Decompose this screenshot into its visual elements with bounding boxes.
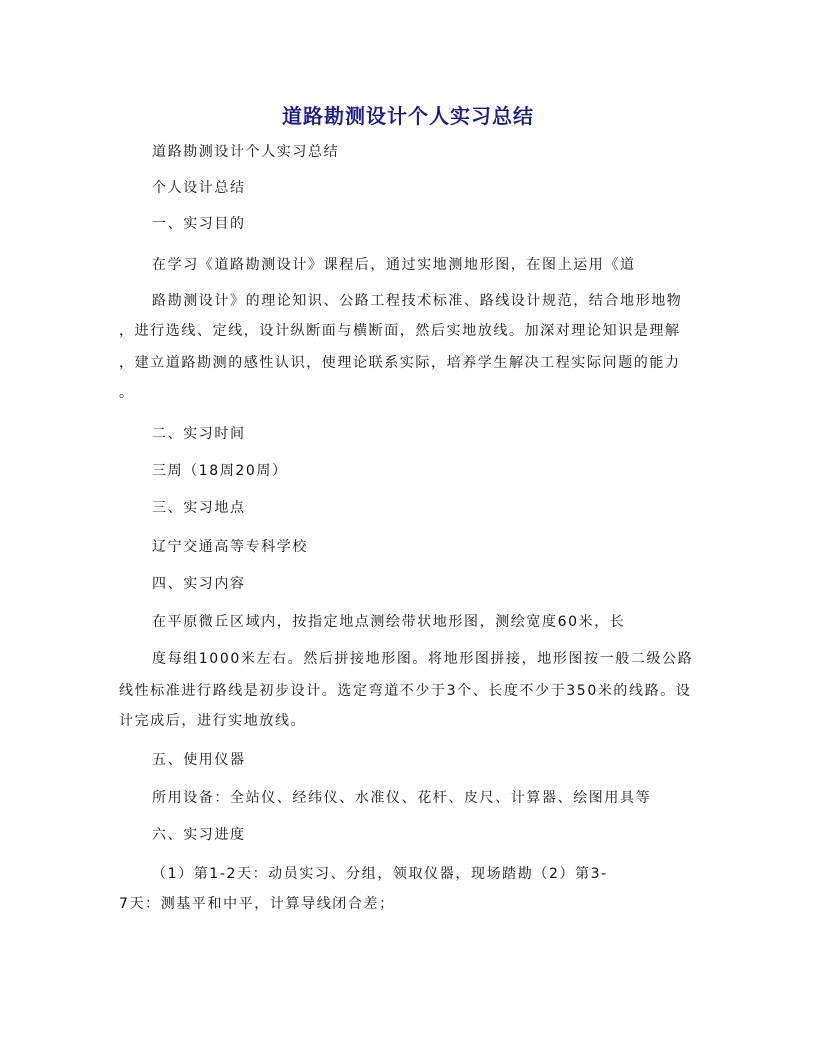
- paragraph-line: 计完成后，进行实地放线。: [119, 713, 307, 729]
- section-heading-5: 五、使用仪器: [152, 752, 246, 768]
- section-heading-2: 二、实习时间: [152, 426, 246, 442]
- section-label: 个人设计总结: [152, 180, 246, 196]
- section-heading-3: 三、实习地点: [152, 500, 246, 516]
- document-title: 道路勘测设计个人实习总结: [282, 104, 534, 128]
- paragraph-line: 线性标准进行路线是初步设计。选定弯道不少于3个、长度不少于350米的线路。设: [119, 683, 692, 699]
- paragraph-line: 度每组1000米左右。然后拼接地形图。将地形图拼接，地形图按一般二级公路: [152, 651, 694, 667]
- paragraph-line: 在学习《道路勘测设计》课程后，通过实地测地形图，在图上运用《道: [152, 257, 636, 273]
- paragraph-line: 所用设备：全站仪、经纬仪、水准仪、花杆、皮尺、计算器、绘图用具等: [152, 790, 652, 806]
- section-heading-4: 四、实习内容: [152, 576, 246, 592]
- paragraph-line: 辽宁交通高等专科学校: [152, 539, 308, 555]
- section-heading-1: 一、实习目的: [152, 216, 246, 232]
- paragraph-line: ，进行选线、定线，设计纵断面与横断面，然后实地放线。加深对理论知识是理解: [119, 323, 681, 339]
- section-heading-6: 六、实习进度: [152, 827, 246, 843]
- paragraph-line: 三周（18周20周）: [152, 463, 288, 479]
- paragraph-line: 路勘测设计》的理论知识、公路工程技术标准、路线设计规范，结合地形地物: [152, 293, 683, 309]
- paragraph-line: ，建立道路勘测的感性认识，使理论联系实际，培养学生解决工程实际问题的能力: [119, 355, 681, 371]
- paragraph-line: 7天：测基平和中平，计算导线闭合差；: [119, 896, 395, 912]
- paragraph-line: 在平原微丘区域内，按指定地点测绘带状地形图，测绘宽度60米，长: [152, 614, 626, 630]
- paragraph-line: 。: [119, 385, 135, 401]
- subtitle-line: 道路勘测设计个人实习总结: [152, 144, 340, 160]
- paragraph-line: （1）第1-2天：动员实习、分组，领取仪器，现场踏勘（2）第3-: [152, 866, 608, 882]
